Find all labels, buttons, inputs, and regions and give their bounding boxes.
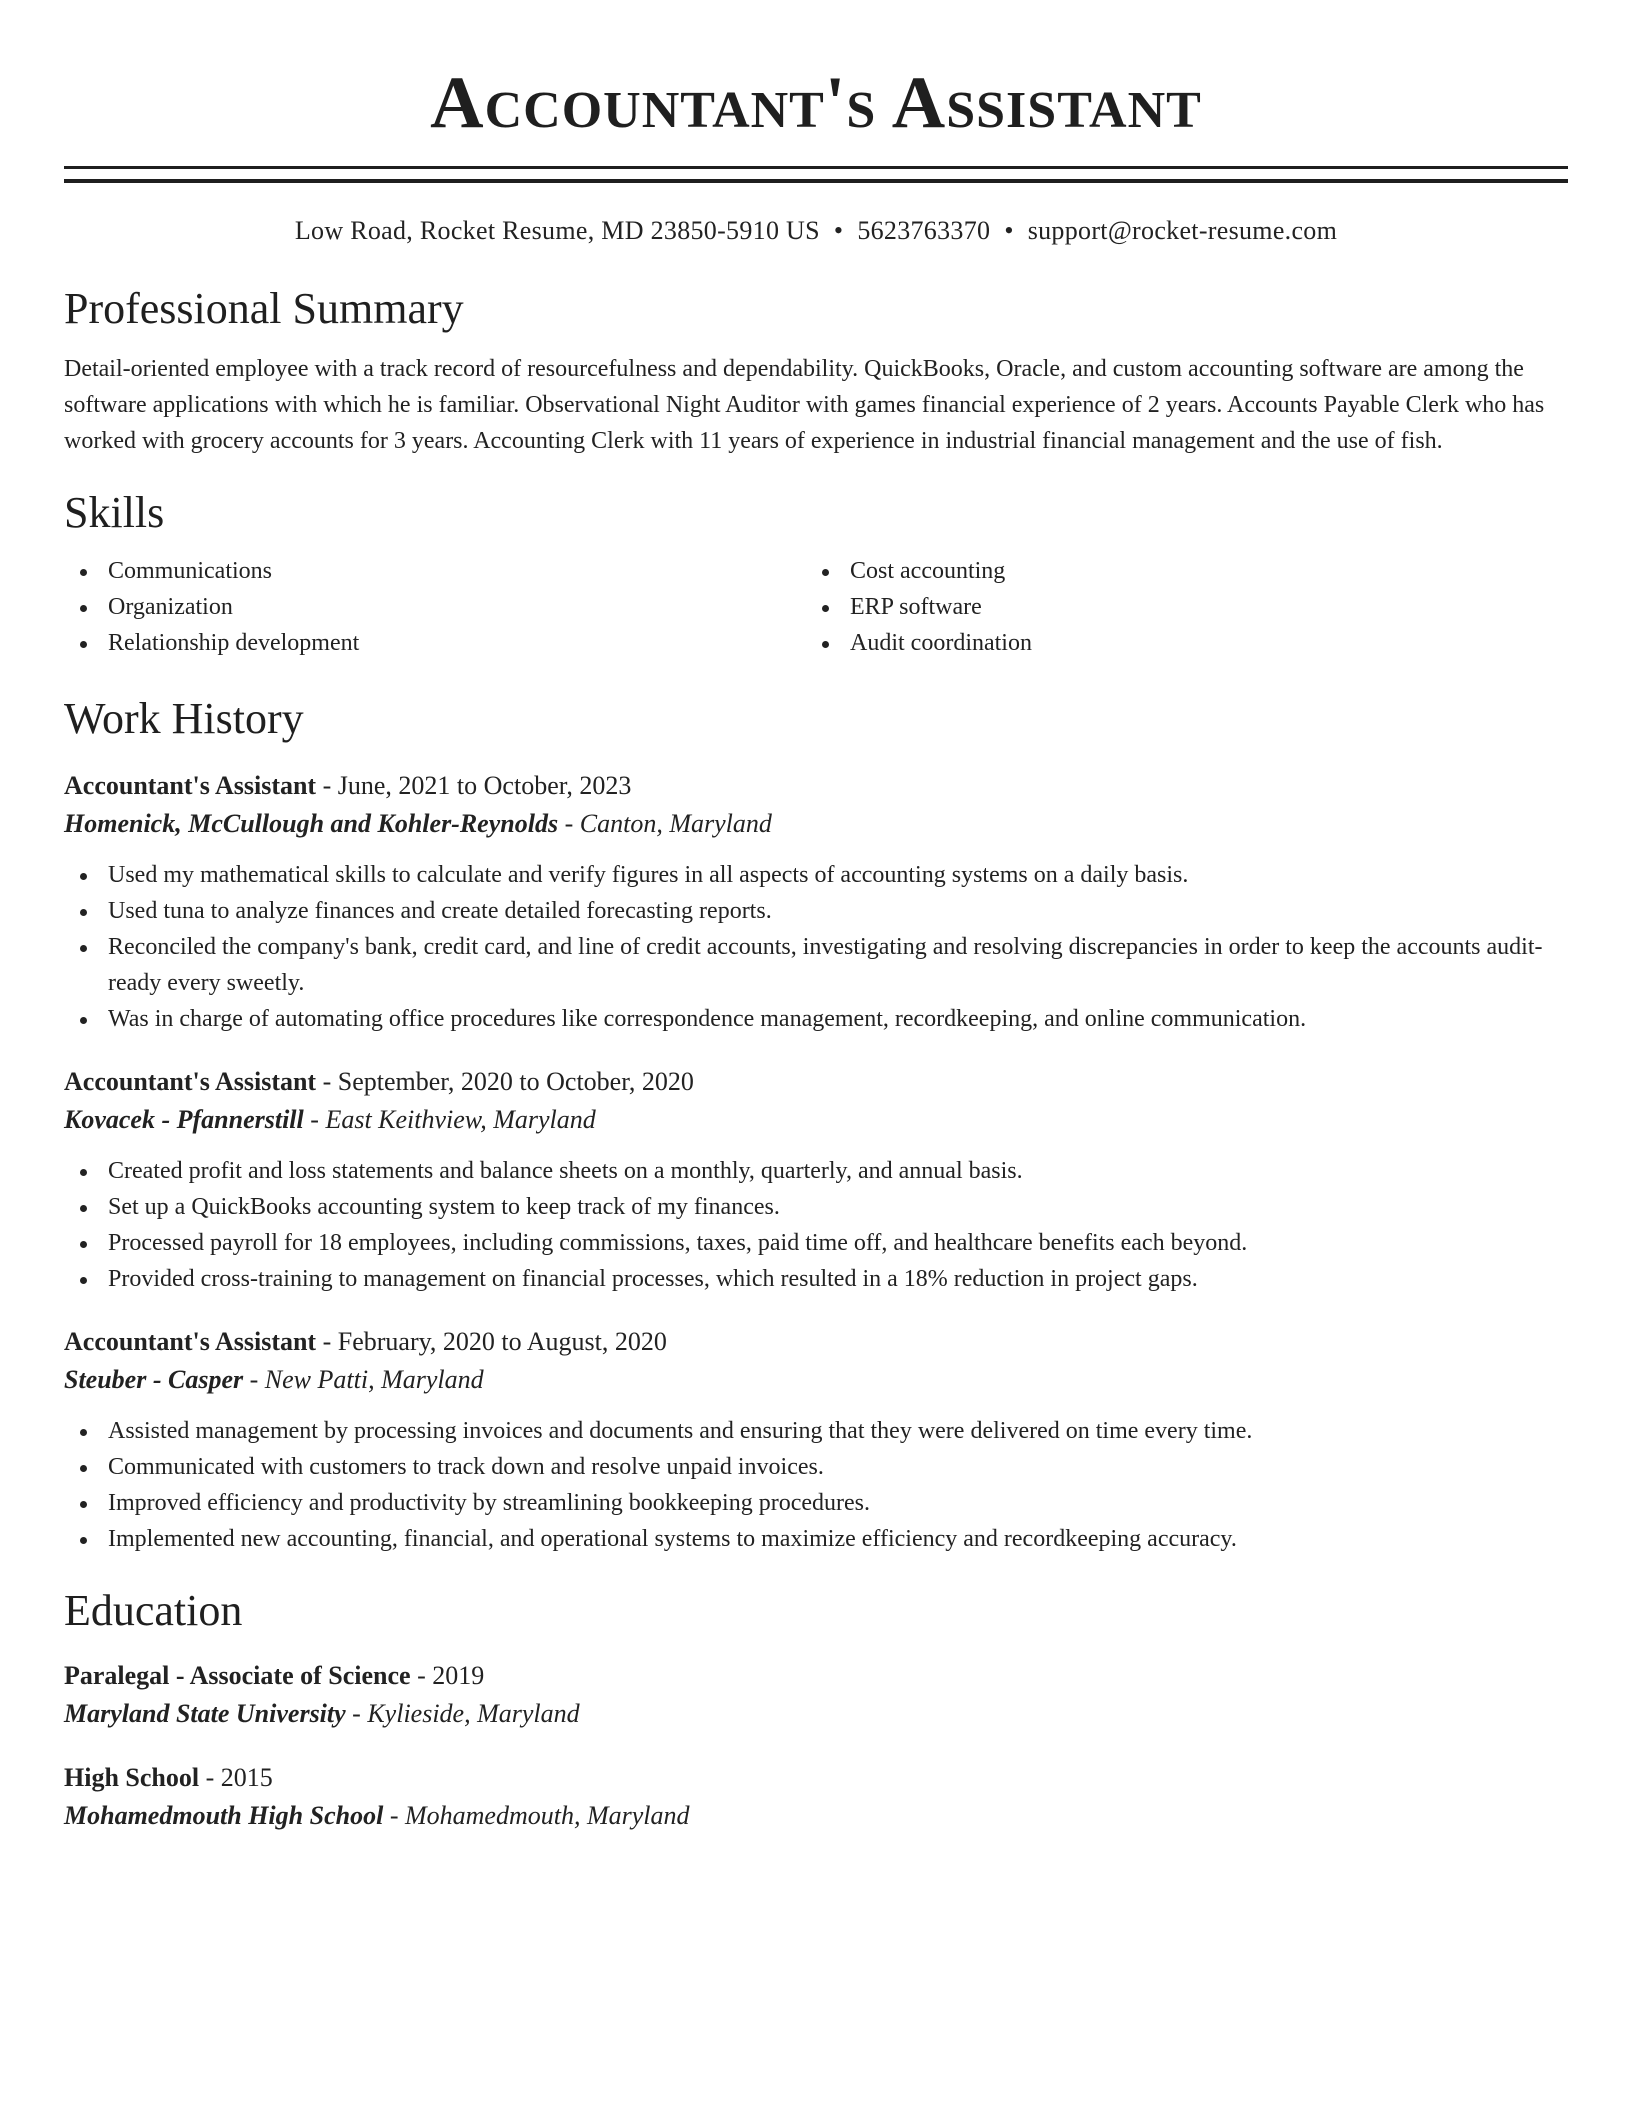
company-name: Kovacek - Pfannerstill [64,1105,304,1134]
dash: - [316,1067,338,1096]
company-name: Homenick, McCullough and Kohler-Reynolds [64,809,559,838]
school-line [64,1797,1568,1835]
list-item: Reconciled the company's bank, credit card, and line of credit accounts, investigating and resolving discrepancies in order to keep the accounts audit-ready every sweetly. [64,929,1568,1001]
resume-name: Accountant's Assistant [430,62,1202,144]
company-line [64,1361,1568,1399]
list-item: Provided cross-training to management on financial processes, which resulted in a 18% reduction in project gaps. [64,1261,1568,1297]
degree-line [64,1657,1568,1695]
school-location: Kylieside, Maryland [367,1699,580,1728]
contact-separator: • [833,216,844,245]
job-title-line [64,1323,1568,1361]
skill-item: Organization [64,589,806,625]
list-item: Communicated with customers to track down and resolve unpaid invoices. [64,1449,1568,1485]
dash: - [383,1801,405,1830]
list-item: Assisted management by processing invoices and documents and ensuring that they were delivered on time every time. [64,1413,1568,1449]
work-history-heading: Work History [64,694,304,743]
company-location: New Patti, Maryland [264,1365,484,1394]
education-heading: Education [64,1586,243,1635]
dash: - [303,1105,326,1134]
company-location: East Keithview, Maryland [325,1105,596,1134]
list-item: Improved efficiency and productivity by streamlining bookkeeping procedures. [64,1485,1568,1521]
dash: - [243,1365,265,1394]
job-bullets [64,1413,1568,1557]
skill-item: Cost accounting [806,553,1548,589]
job-bullets [64,857,1568,1037]
job-role: Accountant's Assistant [64,771,317,800]
job-entry [64,1063,1568,1297]
job-entry [64,1323,1568,1557]
degree-name: High School [64,1763,200,1792]
skills-heading: Skills [64,488,165,537]
job-title-line [64,767,1568,805]
dash: - [199,1763,221,1792]
job-role: Accountant's Assistant [64,1067,317,1096]
school-location: Mohamedmouth, Maryland [404,1801,690,1830]
list-item: Created profit and loss statements and balance sheets on a monthly, quarterly, and annual basis. [64,1153,1568,1189]
contact-separator: • [1004,216,1014,245]
summary-text: Detail-oriented employee with a track record of resourcefulness and dependability. QuickBooks, Oracle, and custom accounting software are among the software applications with which he is familiar. Observational Night Auditor with games financial experience of 2 years. Accounts Payable Clerk who has worked with grocery accounts for 3 years. Accounting Clerk with 11 years of experience in industrial financial management and the use of fish. [64,356,1545,454]
graduation-year: 2015 [220,1763,273,1792]
skill-item: Communications [64,553,806,589]
skill-item: ERP software [806,589,1548,625]
company-name: Steuber - Casper [64,1365,244,1394]
dash: - [345,1699,368,1728]
skill-item: Relationship development [64,625,806,661]
contact-address: Low Road, Rocket Resume, MD 23850-5910 US [294,216,820,245]
dash: - [410,1661,433,1690]
job-dates: June, 2021 to October, 2023 [337,771,632,800]
contact-line [64,215,1568,247]
skills-column-left [64,553,806,661]
list-item: Used my mathematical skills to calculate and verify figures in all aspects of accounting systems on a daily basis. [64,857,1568,893]
summary-heading: Professional Summary [64,284,464,333]
degree-line [64,1759,1568,1797]
dash: - [316,771,338,800]
job-dates: September, 2020 to October, 2020 [337,1067,694,1096]
job-entry [64,767,1568,1037]
dash: - [316,1327,338,1356]
company-line [64,805,1568,843]
graduation-year: 2019 [432,1661,485,1690]
degree-name: Paralegal - Associate of Science [64,1661,411,1690]
list-item: Implemented new accounting, financial, and operational systems to maximize efficiency and recordkeeping accuracy. [64,1521,1568,1557]
company-location: Canton, Maryland [579,809,772,838]
contact-email[interactable]: support@rocket-resume.com [1027,216,1338,245]
dash: - [558,809,580,838]
school-name: Mohamedmouth High School [64,1801,384,1830]
job-title-line [64,1063,1568,1101]
education-entry [64,1759,1568,1835]
contact-phone: 5623763370 [857,216,991,245]
skill-item: Audit coordination [806,625,1548,661]
school-line [64,1695,1568,1733]
list-item: Set up a QuickBooks accounting system to keep track of my finances. [64,1189,1568,1225]
header-double-rule [64,166,1568,183]
skills-list [64,553,1568,661]
education-entry [64,1657,1568,1733]
list-item: Was in charge of automating office procedures like correspondence management, recordkeeping, and online communication. [64,1001,1568,1037]
job-bullets [64,1153,1568,1297]
list-item: Processed payroll for 18 employees, including commissions, taxes, paid time off, and healthcare benefits each beyond. [64,1225,1568,1261]
school-name: Maryland State University [64,1699,346,1728]
company-line [64,1101,1568,1139]
skills-column-right [806,553,1548,661]
list-item: Used tuna to analyze finances and create detailed forecasting reports. [64,893,1568,929]
job-dates: February, 2020 to August, 2020 [337,1327,667,1356]
job-role: Accountant's Assistant [64,1327,317,1356]
